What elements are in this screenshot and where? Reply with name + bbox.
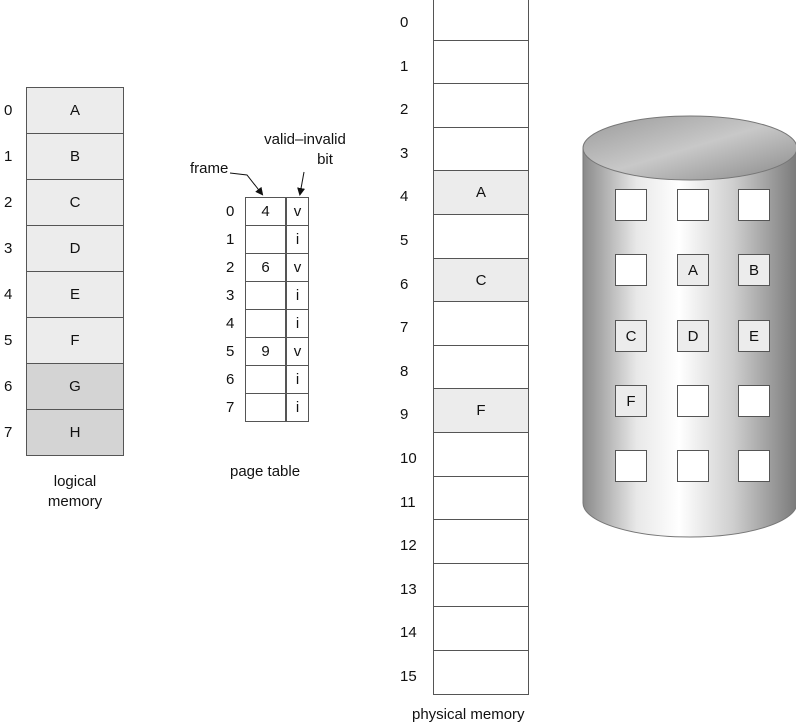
logical-page-index: 7 bbox=[4, 424, 13, 441]
page-table-frame-cell bbox=[245, 309, 286, 338]
physical-frame-cell bbox=[433, 214, 529, 259]
page-table-index: 7 bbox=[226, 399, 235, 416]
page-table-frame-cell bbox=[245, 365, 286, 394]
valid-invalid-label-line1: valid–invalid bbox=[264, 131, 346, 148]
backing-store-block: B bbox=[738, 254, 770, 286]
page-table-index: 5 bbox=[226, 343, 235, 360]
physical-frame-index: 5 bbox=[400, 232, 409, 249]
physical-frame-index: 9 bbox=[400, 406, 409, 423]
page-table-bit-cell: i bbox=[286, 309, 309, 338]
logical-page-index: 6 bbox=[4, 378, 13, 395]
physical-frame-cell bbox=[433, 301, 529, 346]
logical-page-index: 5 bbox=[4, 332, 13, 349]
frame-arrow bbox=[230, 173, 262, 194]
page-table-index: 2 bbox=[226, 259, 235, 276]
physical-memory-caption: physical memory bbox=[412, 706, 525, 723]
physical-frame-cell bbox=[433, 83, 529, 128]
physical-frame-cell bbox=[433, 0, 529, 41]
backing-store-block bbox=[615, 450, 647, 482]
physical-frame-index: 0 bbox=[400, 14, 409, 31]
backing-store-block: E bbox=[738, 320, 770, 352]
page-table-bit-cell: v bbox=[286, 337, 309, 366]
backing-store-block: F bbox=[615, 385, 647, 417]
physical-frame-cell bbox=[433, 127, 529, 172]
physical-frame-index: 11 bbox=[400, 494, 416, 511]
physical-frame-cell bbox=[433, 650, 529, 695]
physical-frame-index: 14 bbox=[400, 624, 417, 641]
logical-page-index: 1 bbox=[4, 148, 13, 165]
backing-store-block bbox=[615, 189, 647, 221]
backing-store-block: A bbox=[677, 254, 709, 286]
logical-page-cell: E bbox=[26, 271, 124, 318]
page-table-bit-cell: i bbox=[286, 365, 309, 394]
valid-invalid-label bbox=[250, 130, 360, 170]
physical-frame-cell bbox=[433, 345, 529, 390]
physical-frame-cell bbox=[433, 606, 529, 651]
logical-page-cell: B bbox=[26, 133, 124, 180]
physical-frame-index: 1 bbox=[400, 58, 409, 75]
logical-page-index: 3 bbox=[4, 240, 13, 257]
page-table-frame-cell: 6 bbox=[245, 253, 286, 282]
backing-store-block bbox=[677, 450, 709, 482]
physical-frame-index: 4 bbox=[400, 188, 409, 205]
physical-frame-index: 2 bbox=[400, 101, 409, 118]
page-table-caption: page table bbox=[230, 463, 301, 480]
logical-page-index: 2 bbox=[4, 194, 13, 211]
logical-memory-caption-line2: memory bbox=[47, 493, 103, 510]
logical-page-cell: F bbox=[26, 317, 124, 364]
physical-frame-cell: F bbox=[433, 388, 529, 433]
logical-page-cell: H bbox=[26, 409, 124, 456]
physical-frame-cell bbox=[433, 476, 529, 521]
backing-store-block: C bbox=[615, 320, 647, 352]
logical-page-index: 4 bbox=[4, 286, 13, 303]
page-table-index: 4 bbox=[226, 315, 235, 332]
backing-store-block bbox=[677, 189, 709, 221]
page-table-index: 0 bbox=[226, 203, 235, 220]
page-table-frame-cell bbox=[245, 225, 286, 254]
valid-invalid-label-line2: bit bbox=[317, 151, 333, 168]
frame-label: frame bbox=[190, 160, 229, 177]
bit-arrow bbox=[300, 172, 304, 194]
physical-frame-cell: C bbox=[433, 258, 529, 303]
backing-store-block bbox=[738, 189, 770, 221]
logical-page-cell: D bbox=[26, 225, 124, 272]
logical-memory-caption-line1: logical bbox=[53, 473, 97, 490]
backing-store-block bbox=[677, 385, 709, 417]
physical-frame-cell bbox=[433, 432, 529, 477]
page-table-bit-cell: i bbox=[286, 393, 309, 422]
physical-frame-index: 3 bbox=[400, 145, 409, 162]
page-table-frame-cell bbox=[245, 281, 286, 310]
physical-frame-cell bbox=[433, 40, 529, 85]
physical-frame-index: 15 bbox=[400, 668, 417, 685]
page-table-bit-cell: v bbox=[286, 197, 309, 226]
physical-frame-index: 12 bbox=[400, 537, 417, 554]
logical-page-cell: A bbox=[26, 87, 124, 134]
page-table-index: 1 bbox=[226, 231, 235, 248]
page-table-bit-cell: v bbox=[286, 253, 309, 282]
logical-page-index: 0 bbox=[4, 102, 13, 119]
physical-frame-index: 8 bbox=[400, 363, 409, 380]
physical-frame-cell bbox=[433, 519, 529, 564]
page-table-frame-cell bbox=[245, 393, 286, 422]
physical-frame-index: 6 bbox=[400, 276, 409, 293]
page-table-frame-cell: 4 bbox=[245, 197, 286, 226]
page-table-index: 3 bbox=[226, 287, 235, 304]
backing-store-block bbox=[738, 450, 770, 482]
backing-store-block bbox=[738, 385, 770, 417]
physical-frame-cell: A bbox=[433, 170, 529, 215]
logical-page-cell: G bbox=[26, 363, 124, 410]
physical-frame-index: 7 bbox=[400, 319, 409, 336]
page-table-bit-cell: i bbox=[286, 281, 309, 310]
logical-page-cell: C bbox=[26, 179, 124, 226]
logical-memory-caption bbox=[26, 472, 124, 512]
page-table-index: 6 bbox=[226, 371, 235, 388]
backing-store-block bbox=[615, 254, 647, 286]
page-table-frame-cell: 9 bbox=[245, 337, 286, 366]
physical-frame-index: 13 bbox=[400, 581, 417, 598]
backing-store-block: D bbox=[677, 320, 709, 352]
page-table-bit-cell: i bbox=[286, 225, 309, 254]
physical-frame-index: 10 bbox=[400, 450, 417, 467]
physical-frame-cell bbox=[433, 563, 529, 608]
